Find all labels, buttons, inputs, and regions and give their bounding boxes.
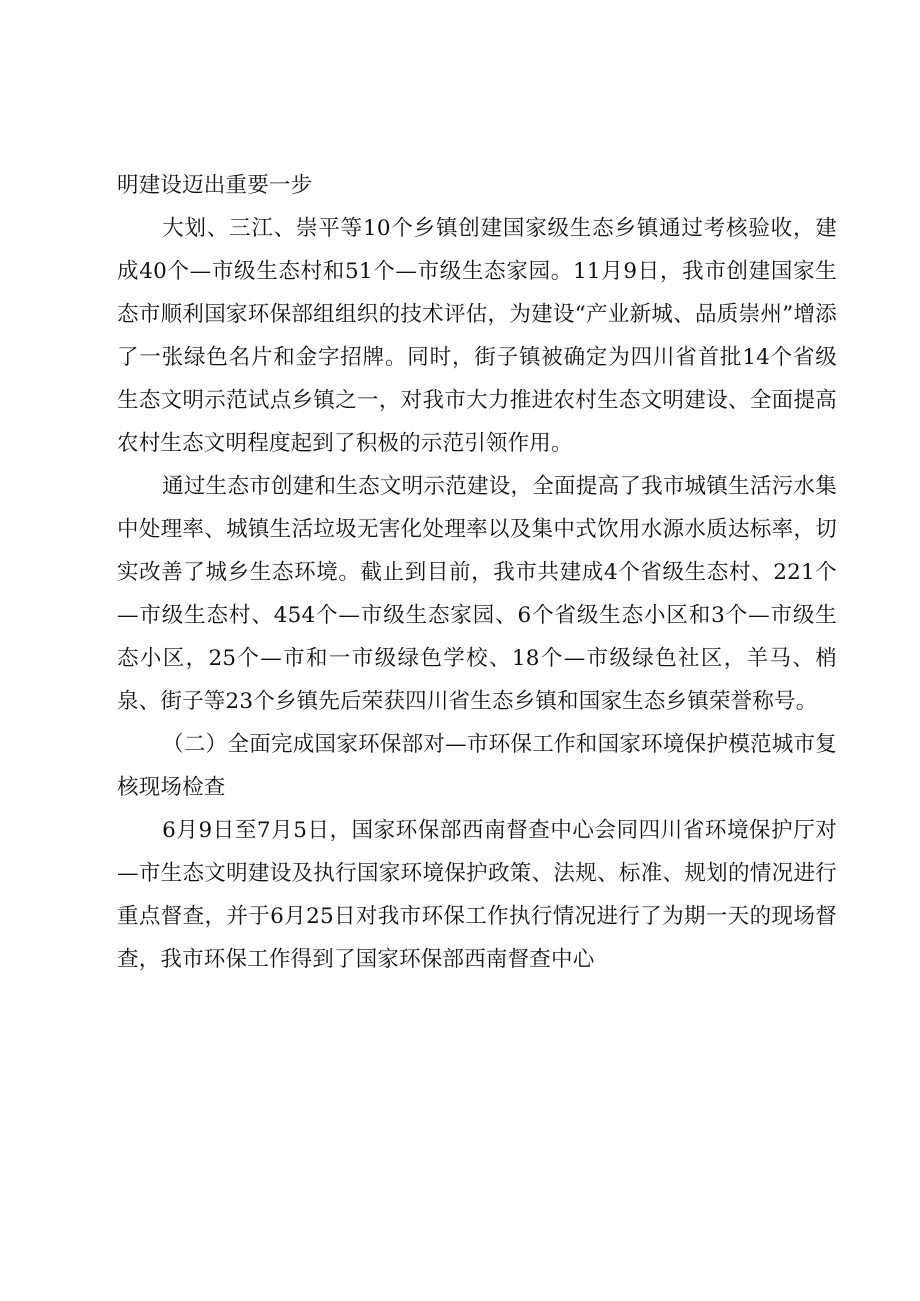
paragraph-eco-city-results: 通过生态市创建和生态文明示范建设，全面提高了我市城镇生活污水集中处理率、城镇生活垃圾无害化处理率以及集中式饮用水源水质达标率，切实改善了城乡生态环境。截止到目前，我市共建成4个省级生态村、221个—市级生态村、454个—市级生态家园、6个省级生态小区和3个—市级生态小区，25个—市和一市级绿色学校、18个—市级绿色社区，羊马、梢泉、街子等23个乡镇先后荣获四川省生态乡镇和国家生态乡镇荣誉称号。 [117, 474, 837, 714]
document-body [117, 164, 837, 981]
paragraph-continuation: 明建设迈出重要一步 [117, 173, 313, 198]
paragraph-eco-towns: 大划、三江、崇平等10个乡镇创建国家级生态乡镇通过考核验收，建成40个—市级生态村和51个—市级生态家园。11月9日，我市创建国家生态市顺利国家环保部组组织的技术评估，为建设“产业新城、品质崇州”增添了一张绿色名片和金字招牌。同时，街子镇被确定为四川省首批14个省级生态文明示范试点乡镇之一，对我市大力推进农村生态文明建设、全面提高农村生态文明程度起到了积极的示范引领作用。 [117, 216, 837, 456]
paragraph-inspection-details: 6月9日至7月5日，国家环保部西南督查中心会同四川省环境保护厅对—市生态文明建设及执行国家环境保护政策、法规、标准、规划的情况进行重点督查，并于6月25日对我市环保工作执行情况进行了为期一天的现场督查，我市环保工作得到了国家环保部西南督查中心 [117, 818, 837, 972]
section-heading-inspection: （二）全面完成国家环保部对—市环保工作和国家环境保护模范城市复核现场检查 [117, 732, 837, 800]
